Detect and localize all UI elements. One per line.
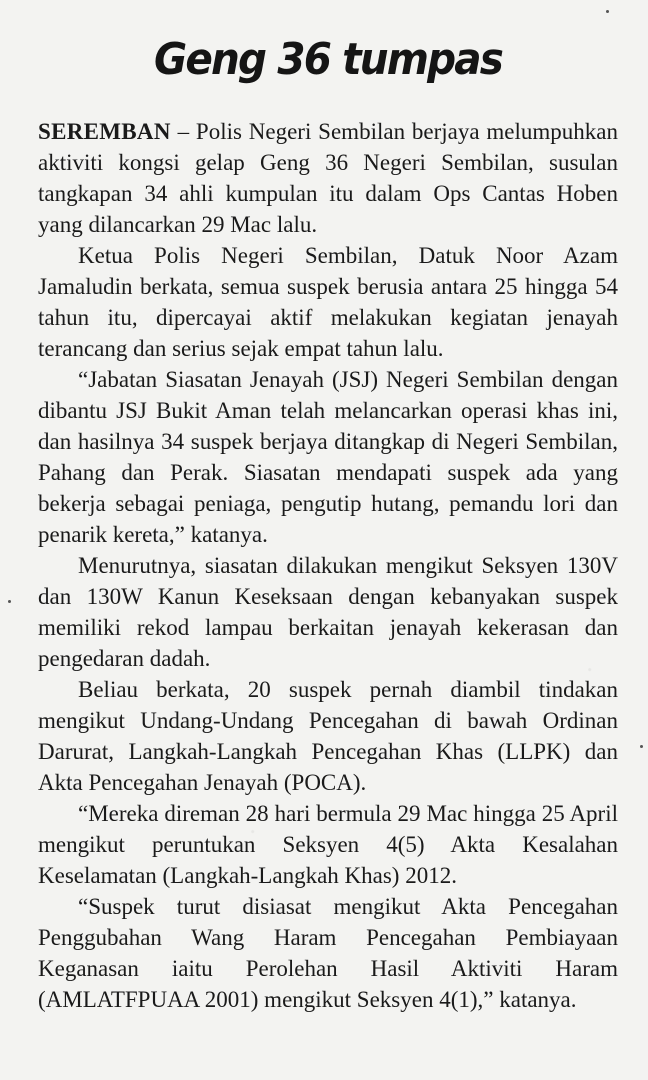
- paragraph-1-text: – Polis Negeri Sembilan berjaya melumpuhkan aktiviti kongsi gelap Geng 36 Negeri Sembilan, susulan tangkapan 34 ahli kumpulan itu dalam Ops Cantas Hoben yang dilancarkan 29 Mac lalu.: [38, 119, 618, 237]
- paragraph-6: “Mereka direman 28 hari bermula 29 Mac hingga 25 April mengikut peruntukan Seksyen 4(5) Akta Kesalahan Keselamatan (Langkah-Langkah Khas) 2012.: [38, 801, 618, 888]
- paragraph-3: “Jabatan Siasatan Jenayah (JSJ) Negeri Sembilan dengan dibantu JSJ Bukit Aman telah melancarkan operasi khas ini, dan hasilnya 34 suspek berjaya ditangkap di Negeri Sembilan, Pahang dan Perak. Siasatan mendapati suspek ada yang bekerja sebagai peniaga, pengutip hutang, pemandu lori dan penarik kereta,” katanya.: [38, 367, 618, 547]
- paragraph-5: Beliau berkata, 20 suspek pernah diambil tindakan mengikut Undang-Undang Pencegahan di bawah Ordinan Darurat, Langkah-Langkah Pencegahan Khas (LLPK) dan Akta Pencegahan Jenayah (POCA).: [38, 677, 618, 795]
- headline: Geng 36 tumpas: [154, 34, 502, 85]
- dateline: SEREMBAN: [38, 119, 171, 144]
- paragraph-2: Ketua Polis Negeri Sembilan, Datuk Noor Azam Jamaludin berkata, semua suspek berusia antara 25 hingga 54 tahun itu, dipercayai aktif melakukan kegiatan jenayah terancang dan serius sejak empat tahun lalu.: [38, 243, 618, 361]
- article-body: [38, 116, 618, 1015]
- paragraph-4: Menurutnya, siasatan dilakukan mengikut Seksyen 130V dan 130W Kanun Keseksaan dengan kebanyakan suspek memiliki rekod lampau berkaitan jenayah kekerasan dan pengedaran dadah.: [38, 553, 618, 671]
- paragraph-7: “Suspek turut disiasat mengikut Akta Pencegahan Penggubahan Wang Haram Pencegahan Pembiayaan Keganasan iaitu Perolehan Hasil Aktiviti Haram (AMLATFPUAA 2001) mengikut Seksyen 4(1),” katanya.: [38, 894, 618, 1012]
- paragraph-1: [38, 116, 618, 240]
- print-speck: [8, 600, 11, 603]
- print-speck: [640, 745, 643, 748]
- print-speck: [606, 10, 609, 13]
